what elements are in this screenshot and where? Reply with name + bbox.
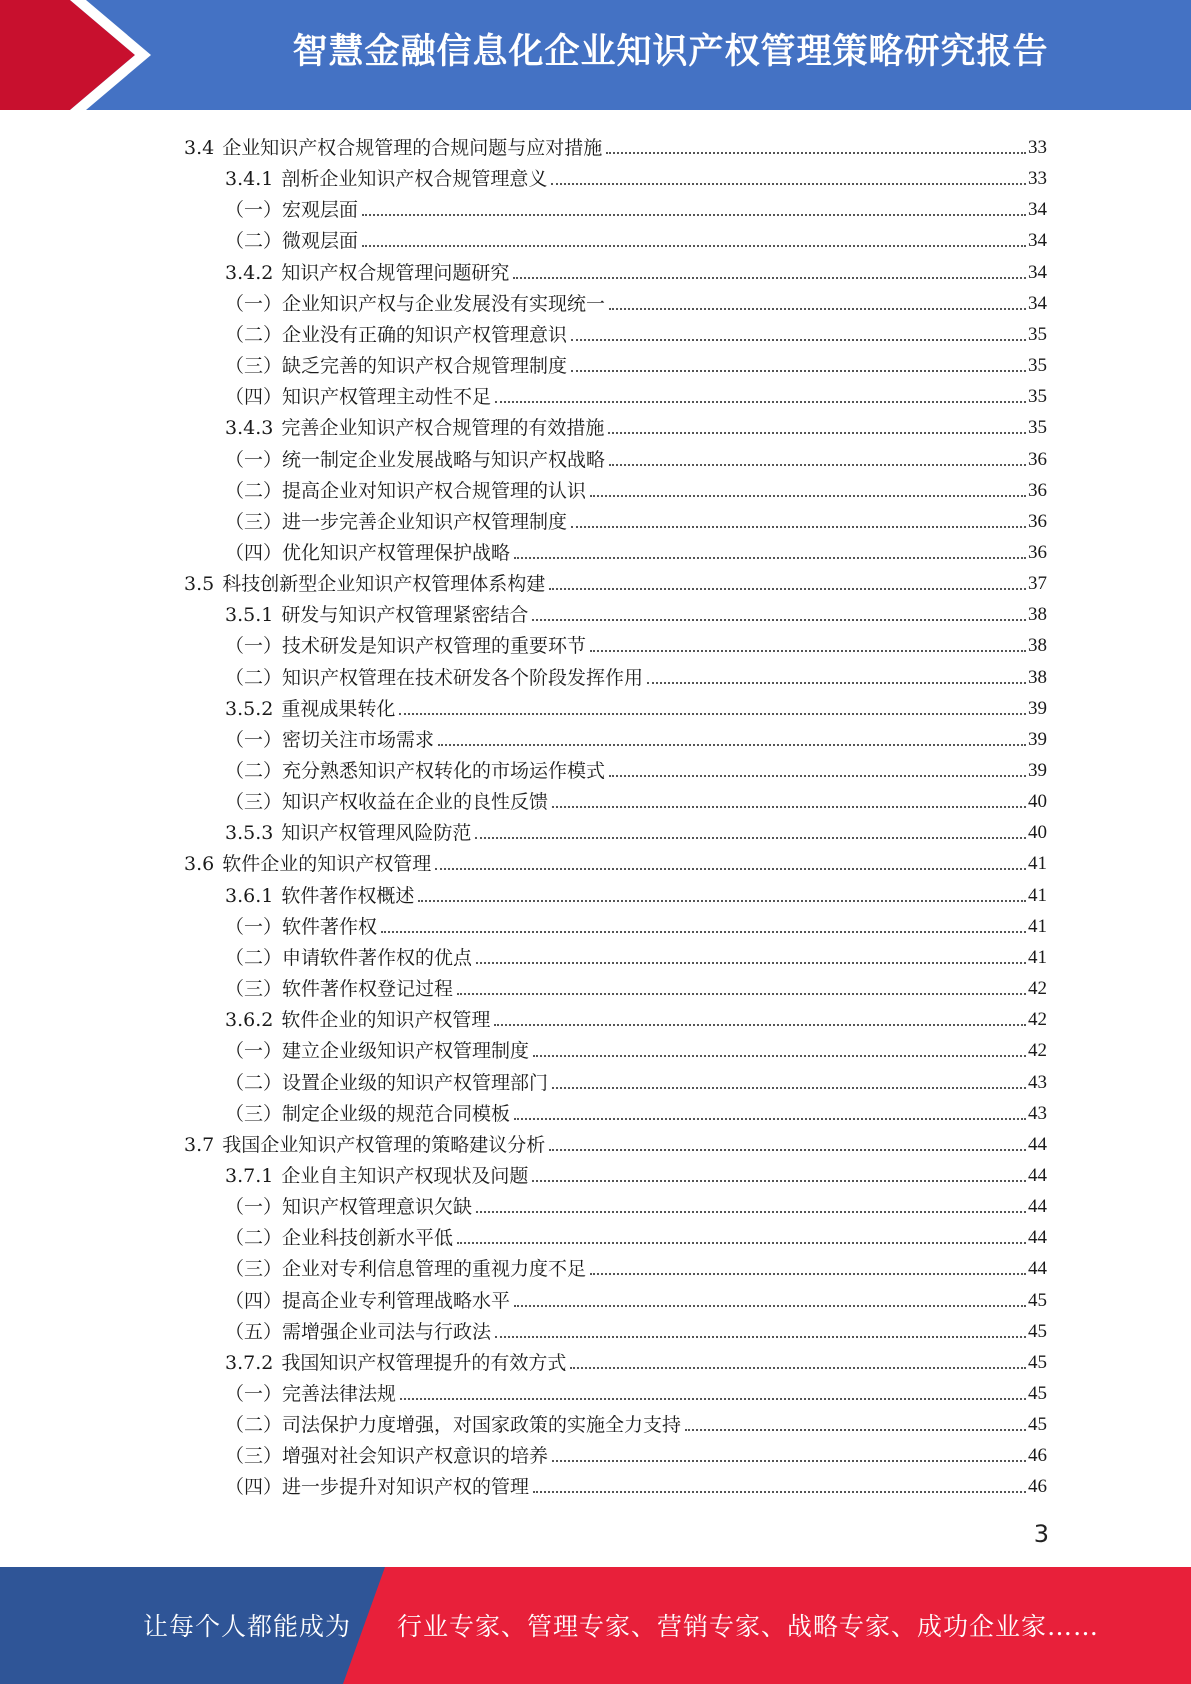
toc-dot-leader: [609, 464, 1026, 466]
toc-dot-leader: [685, 1429, 1026, 1431]
toc-entry-label: 知识产权收益在企业的良性反馈: [282, 791, 549, 814]
toc-entry-label: 重视成果转化: [281, 697, 396, 720]
toc-dot-leader: [590, 1273, 1026, 1275]
toc-entry[interactable]: [225, 1467, 1047, 1498]
toc-dot-leader: [647, 682, 1026, 684]
toc-entry[interactable]: [225, 1218, 1047, 1249]
toc-entry-label: 剖析企业知识产权合规管理意义: [281, 168, 548, 191]
toc-dot-leader: [476, 1211, 1026, 1213]
toc-entry-number: （二）: [225, 946, 283, 969]
toc-entry-label: 完善企业知识产权合规管理的有效措施: [281, 417, 605, 440]
toc-entry[interactable]: [225, 1281, 1047, 1312]
toc-dot-leader: [494, 1024, 1026, 1026]
toc-entry-page: 38: [1028, 604, 1047, 626]
toc-entry-page: 34: [1028, 292, 1047, 314]
toc-entry[interactable]: [225, 1187, 1047, 1218]
toc-entry[interactable]: [225, 1436, 1047, 1467]
toc-entry[interactable]: [225, 1249, 1047, 1280]
toc-entry-page: 37: [1028, 573, 1047, 595]
toc-entry-page: 42: [1028, 1009, 1047, 1031]
toc-entry-number: （一）: [225, 1196, 283, 1219]
toc-dot-leader: [381, 931, 1026, 933]
toc-entry-page: 45: [1028, 1351, 1047, 1373]
toc-dot-leader: [533, 1491, 1026, 1493]
toc-dot-leader: [571, 370, 1026, 372]
toc-entry-page: 38: [1028, 635, 1047, 657]
toc-entry-number: （一）: [225, 915, 283, 938]
toc-entry-page: 43: [1028, 1071, 1047, 1093]
toc-entry[interactable]: [225, 1405, 1047, 1436]
toc-entry[interactable]: [225, 1312, 1047, 1343]
toc-entry[interactable]: [225, 377, 1047, 408]
toc-entry-number: （四）: [225, 541, 283, 564]
toc-entry-number: 3.5.2: [225, 697, 274, 720]
report-title: 智慧金融信息化企业知识产权管理策略研究报告: [292, 32, 1049, 72]
toc-dot-leader: [532, 1180, 1026, 1182]
toc-entry-label: 企业对专利信息管理的重视力度不足: [282, 1258, 587, 1281]
toc-entry-label: 统一制定企业发展战略与知识产权战略: [282, 448, 606, 471]
page-number: 3: [1033, 1520, 1049, 1548]
page-header: [0, 0, 1191, 110]
toc-dot-leader: [552, 1460, 1026, 1462]
toc-entry-label: 技术研发是知识产权管理的重要环节: [282, 635, 587, 658]
toc-entry-label: 知识产权合规管理问题研究: [281, 261, 510, 284]
toc-entry[interactable]: [225, 938, 1047, 969]
toc-entry-page: 40: [1028, 791, 1047, 813]
toc-entry-label: 建立企业级知识产权管理制度: [282, 1040, 530, 1063]
toc-entry[interactable]: [225, 689, 1047, 720]
toc-entry-page: 33: [1028, 168, 1047, 190]
toc-dot-leader: [514, 1118, 1026, 1120]
toc-dot-leader: [571, 526, 1026, 528]
toc-entry[interactable]: [225, 471, 1047, 502]
toc-entry-page: 36: [1028, 479, 1047, 501]
toc-dot-leader: [609, 775, 1026, 777]
toc-entry-number: （三）: [225, 1445, 283, 1468]
toc-entry[interactable]: [225, 876, 1047, 907]
toc-dot-leader: [549, 1149, 1026, 1151]
toc-entry-page: 35: [1028, 386, 1047, 408]
toc-entry-label: 我国知识产权管理提升的有效方式: [281, 1351, 567, 1374]
toc-entry-number: （二）: [225, 230, 283, 253]
toc-entry-page: 45: [1028, 1320, 1047, 1342]
toc-entry-label: 完善法律法规: [282, 1383, 397, 1405]
toc-entry-number: （二）: [225, 666, 283, 689]
toc-entry-number: （五）: [225, 1320, 283, 1343]
toc-entry-number: （一）: [225, 448, 283, 471]
toc-entry-label: 我国企业知识产权管理的策略建议分析: [222, 1133, 546, 1156]
toc-dot-leader: [533, 1055, 1026, 1057]
toc-entry-page: 45: [1028, 1414, 1047, 1436]
toc-entry[interactable]: [225, 1000, 1047, 1031]
toc-entry-number: （三）: [225, 791, 283, 814]
toc-dot-leader: [590, 495, 1026, 497]
toc-entry-number: （三）: [225, 978, 283, 1001]
toc-dot-leader: [438, 744, 1026, 746]
toc-dot-leader: [571, 339, 1026, 341]
toc-entry-page: 39: [1028, 760, 1047, 781]
toc-entry[interactable]: [225, 720, 1047, 751]
toc-entry-label: 研发与知识产权管理紧密结合: [281, 604, 529, 627]
toc-entry[interactable]: [184, 1125, 1047, 1156]
toc-entry[interactable]: [225, 408, 1047, 439]
toc-entry-number: 3.4.1: [225, 168, 274, 191]
toc-entry-label: 增强对社会知识产权意识的培养: [282, 1445, 549, 1468]
toc-entry-label: 制定企业级的规范合同模板: [282, 1102, 511, 1125]
toc-dot-leader: [609, 308, 1026, 310]
header-arrow-decoration: [0, 0, 160, 110]
page-footer: [0, 1567, 1191, 1684]
toc-entry-page: 42: [1028, 1040, 1047, 1062]
toc-entry-number: （一）: [225, 1383, 283, 1405]
toc-entry-page: 46: [1028, 1445, 1047, 1467]
toc-entry-number: （一）: [225, 728, 283, 751]
toc-entry-page: 35: [1028, 323, 1047, 345]
toc-dot-leader: [570, 1367, 1026, 1369]
toc-entry-page: 36: [1028, 541, 1047, 563]
toc-dot-leader: [457, 1242, 1026, 1244]
toc-entry[interactable]: [225, 221, 1047, 252]
toc-entry-page: 38: [1028, 666, 1047, 688]
toc-entry-number: 3.4.3: [225, 417, 274, 440]
toc-entry-label: 软件著作权登记过程: [282, 978, 454, 1001]
toc-entry[interactable]: [225, 969, 1047, 1000]
toc-dot-leader: [475, 837, 1026, 839]
toc-entry-page: 44: [1028, 1133, 1047, 1155]
toc-entry-page: 35: [1028, 355, 1047, 377]
toc-entry-number: （二）: [225, 1071, 283, 1094]
toc-entry[interactable]: [225, 1374, 1047, 1405]
toc-entry-page: 44: [1028, 1258, 1047, 1280]
toc-entry-number: （三）: [225, 1258, 283, 1281]
toc-entry-number: （一）: [225, 635, 283, 658]
toc-dot-leader: [551, 183, 1026, 185]
toc-entry[interactable]: [225, 595, 1047, 626]
toc-entry-page: 41: [1028, 853, 1047, 875]
toc-entry[interactable]: [225, 159, 1047, 190]
toc-entry-label: 优化知识产权管理保护战略: [282, 541, 511, 564]
toc-entry[interactable]: [225, 1343, 1047, 1374]
toc-entry-number: 3.5: [184, 573, 215, 596]
toc-entry[interactable]: [225, 502, 1047, 533]
toc-entry[interactable]: [225, 284, 1047, 315]
toc-dot-leader: [552, 1087, 1026, 1089]
toc-entry-number: （二）: [225, 479, 283, 502]
toc-entry-page: 33: [1028, 137, 1047, 158]
toc-entry-page: 45: [1028, 1289, 1047, 1311]
toc-dot-leader: [495, 1336, 1026, 1338]
toc-entry[interactable]: [225, 253, 1047, 284]
toc-entry-number: 3.4: [184, 137, 215, 159]
toc-dot-leader: [606, 152, 1026, 154]
toc-entry-label: 企业科技创新水平低: [282, 1227, 454, 1250]
toc-dot-leader: [590, 650, 1026, 652]
toc-entry-label: 企业自主知识产权现状及问题: [281, 1164, 529, 1187]
toc-dot-leader: [362, 245, 1026, 247]
toc-entry-label: 司法保护力度增强，对国家政策的实施全力支持: [282, 1414, 682, 1437]
toc-entry-page: 36: [1028, 510, 1047, 532]
toc-entry[interactable]: [225, 315, 1047, 346]
toc-entry-label: 知识产权管理意识欠缺: [282, 1196, 473, 1219]
toc-entry[interactable]: [184, 844, 1047, 875]
toc-entry-number: （二）: [225, 760, 283, 782]
toc-entry-number: 3.7.1: [225, 1164, 274, 1187]
toc-entry[interactable]: [225, 907, 1047, 938]
toc-entry-page: 34: [1028, 261, 1047, 283]
toc-entry-page: 44: [1028, 1196, 1047, 1218]
toc-entry-number: 3.6: [184, 853, 215, 876]
toc-entry[interactable]: [184, 128, 1047, 159]
toc-entry-label: 知识产权管理主动性不足: [282, 386, 492, 409]
toc-entry-number: 3.5.3: [225, 822, 274, 845]
toc-entry-page: 39: [1028, 697, 1047, 719]
toc-entry-number: （一）: [225, 1040, 283, 1063]
toc-entry[interactable]: [225, 1156, 1047, 1187]
toc-entry-page: 36: [1028, 448, 1047, 470]
toc-entry-number: 3.5.1: [225, 604, 274, 627]
toc-entry-label: 企业没有正确的知识产权管理意识: [282, 323, 568, 346]
toc-entry-page: 45: [1028, 1383, 1047, 1404]
toc-entry-label: 软件著作权: [282, 915, 378, 938]
toc-dot-leader: [549, 588, 1026, 590]
toc-entry-number: （四）: [225, 1289, 283, 1312]
toc-dot-leader: [476, 962, 1026, 964]
toc-entry[interactable]: [225, 813, 1047, 844]
toc-entry-label: 科技创新型企业知识产权管理体系构建: [222, 573, 546, 596]
toc-dot-leader: [362, 214, 1026, 216]
toc-entry[interactable]: [225, 1063, 1047, 1094]
toc-entry-page: 44: [1028, 1227, 1047, 1249]
toc-entry-label: 企业知识产权合规管理的合规问题与应对措施: [222, 137, 603, 159]
toc-entry-label: 软件企业的知识产权管理: [222, 853, 432, 876]
toc-dot-leader: [552, 806, 1026, 808]
toc-dot-leader: [514, 1305, 1026, 1307]
toc-entry-label: 软件企业的知识产权管理: [281, 1009, 491, 1032]
toc-entry-number: 3.7.2: [225, 1351, 274, 1374]
toc-entry-label: 微观层面: [282, 230, 359, 253]
toc-dot-leader: [495, 401, 1026, 403]
toc-entry-page: 41: [1028, 946, 1047, 968]
toc-dot-leader: [514, 557, 1026, 559]
toc-dot-leader: [399, 713, 1026, 715]
toc-entry[interactable]: [225, 751, 1047, 782]
toc-entry-number: 3.4.2: [225, 261, 274, 284]
toc-entry-label: 企业知识产权与企业发展没有实现统一: [282, 292, 606, 315]
toc-entry[interactable]: [225, 533, 1047, 564]
toc-dot-leader: [435, 868, 1026, 870]
footer-slogan-left: 让每个人都能成为: [143, 1612, 352, 1641]
toc-entry[interactable]: [225, 190, 1047, 221]
toc-entry-label: 宏观层面: [282, 199, 359, 222]
toc-entry-page: 46: [1028, 1476, 1047, 1498]
toc-entry-label: 提高企业专利管理战略水平: [282, 1289, 511, 1312]
footer-slogan-right: 行业专家、管理专家、营销专家、战略专家、成功企业家……: [397, 1612, 1100, 1641]
toc-entry-number: （三）: [225, 510, 283, 533]
toc-entry[interactable]: [184, 564, 1047, 595]
toc-entry-label: 知识产权管理在技术研发各个阶段发挥作用: [282, 666, 644, 689]
toc-entry-label: 知识产权管理风险防范: [281, 822, 472, 845]
toc-entry-number: 3.6.2: [225, 1009, 274, 1032]
toc-entry-number: （四）: [225, 1476, 283, 1499]
toc-dot-leader: [513, 277, 1026, 279]
toc-entry-number: （三）: [225, 355, 283, 378]
toc-dot-leader: [418, 900, 1026, 902]
toc-entry-page: 39: [1028, 728, 1047, 750]
toc-entry[interactable]: [225, 1094, 1047, 1125]
toc-entry[interactable]: [225, 658, 1047, 689]
toc-entry[interactable]: [225, 1031, 1047, 1062]
toc-entry-label: 进一步完善企业知识产权管理制度: [282, 510, 568, 533]
toc-entry[interactable]: [225, 626, 1047, 657]
toc-entry[interactable]: [225, 346, 1047, 377]
toc-entry-number: （一）: [225, 199, 283, 222]
toc-entry-number: （二）: [225, 323, 283, 346]
toc-entry-number: （三）: [225, 1102, 283, 1125]
toc-entry-label: 充分熟悉知识产权转化的市场运作模式: [282, 760, 606, 782]
toc-entry-number: （二）: [225, 1227, 283, 1250]
toc-entry[interactable]: [225, 440, 1047, 471]
toc-entry-page: 40: [1028, 822, 1047, 844]
toc-dot-leader: [532, 619, 1026, 621]
toc-entry-label: 进一步提升对知识产权的管理: [282, 1476, 530, 1499]
toc-entry-page: 44: [1028, 1164, 1047, 1186]
toc-entry-number: （四）: [225, 386, 283, 409]
toc-entry-label: 软件著作权概述: [281, 884, 415, 907]
toc-entry-page: 42: [1028, 978, 1047, 1000]
toc-dot-leader: [400, 1398, 1026, 1400]
toc-entry-label: 密切关注市场需求: [282, 728, 435, 751]
toc-entry-page: 35: [1028, 417, 1047, 439]
toc-entry-page: 34: [1028, 230, 1047, 252]
toc-entry-number: （二）: [225, 1414, 283, 1437]
toc-entry-label: 需增强企业司法与行政法: [282, 1320, 492, 1343]
toc-entry-page: 34: [1028, 199, 1047, 221]
toc-entry-label: 设置企业级的知识产权管理部门: [282, 1071, 549, 1094]
toc-entry-number: （一）: [225, 292, 283, 315]
toc-dot-leader: [608, 432, 1026, 434]
toc-entry-page: 43: [1028, 1102, 1047, 1124]
toc-entry-page: 41: [1028, 915, 1047, 937]
toc-entry-number: 3.6.1: [225, 884, 274, 907]
toc-entry[interactable]: [225, 782, 1047, 813]
toc-entry-label: 提高企业对知识产权合规管理的认识: [282, 479, 587, 502]
toc-entry-label: 缺乏完善的知识产权合规管理制度: [282, 355, 568, 378]
toc-entry-label: 申请软件著作权的优点: [282, 946, 473, 969]
toc-entry-page: 41: [1028, 884, 1047, 906]
toc-entry-number: 3.7: [184, 1133, 215, 1156]
toc-dot-leader: [457, 993, 1026, 995]
